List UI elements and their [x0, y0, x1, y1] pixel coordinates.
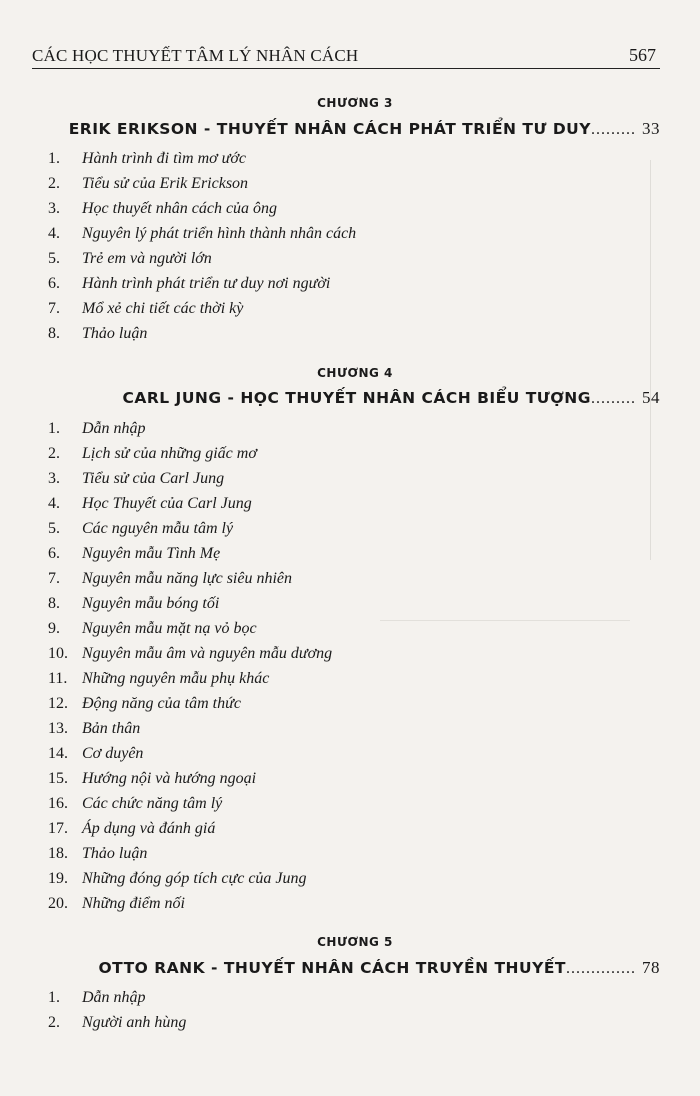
toc-item-title: Tiểu sử của Carl Jung — [82, 470, 225, 487]
toc-item-number: 2. — [48, 445, 60, 462]
leader-dots: ......... — [591, 121, 636, 138]
toc-item-title: Dẫn nhập — [82, 420, 146, 437]
toc-item — [48, 520, 233, 544]
toc-item-number: 3. — [48, 200, 60, 217]
chapter-page: 54 — [642, 388, 660, 407]
toc-item-number: 1. — [48, 989, 60, 1006]
page-number: 567 — [629, 45, 656, 65]
toc-item-title: Nguyên mẫu năng lực siêu nhiên — [82, 570, 293, 587]
leader-dots: .............. — [566, 960, 636, 977]
chapter-label: CHƯƠNG 3 — [317, 96, 393, 110]
bleed-through — [380, 620, 630, 771]
chapter-title-text: ERIK ERIKSON - THUYẾT NHÂN CÁCH PHÁT TRIỂN TƯ DUY — [68, 120, 591, 138]
toc-item — [48, 150, 246, 174]
toc-item — [48, 445, 257, 469]
toc-item — [48, 325, 147, 349]
toc-item — [48, 200, 277, 224]
toc-item-title: Mổ xẻ chi tiết các thời kỳ — [82, 300, 244, 317]
running-header — [32, 44, 660, 69]
toc-item-number: 6. — [48, 545, 60, 562]
toc-item-title: Học Thuyết của Carl Jung — [82, 495, 252, 512]
toc-item-number: 14. — [48, 745, 68, 762]
chapter-label: CHƯƠNG 4 — [317, 366, 393, 380]
toc-item — [48, 175, 248, 199]
toc-item — [48, 1014, 186, 1038]
chapter-page: 33 — [642, 119, 660, 138]
bleed-through — [590, 160, 651, 560]
toc-item-number: 9. — [48, 620, 60, 637]
chapter-title — [122, 388, 660, 412]
toc-item-number: 10. — [48, 645, 68, 662]
toc-item-number: 1. — [48, 420, 60, 437]
toc-item — [48, 300, 243, 324]
toc-item — [48, 695, 241, 719]
toc-item-title: Thảo luận — [82, 845, 148, 862]
toc-item-title: Các nguyên mẫu tâm lý — [82, 520, 234, 537]
toc-item-number: 18. — [48, 845, 68, 862]
toc-item — [48, 870, 307, 894]
toc-item-number: 7. — [48, 570, 60, 587]
toc-item-number: 17. — [48, 820, 68, 837]
toc-item-number: 5. — [48, 520, 60, 537]
toc-item-title: Nguyên mẫu Tình Mẹ — [82, 545, 221, 562]
toc-item — [48, 670, 269, 694]
toc-item-number: 16. — [48, 795, 68, 812]
chapter-page: 78 — [642, 958, 660, 977]
toc-item-number: 1. — [48, 150, 60, 167]
leader-dots: ......... — [591, 390, 636, 407]
toc-item-title: Người anh hùng — [82, 1014, 187, 1031]
toc-item — [48, 420, 146, 444]
toc-item-title: Những đóng góp tích cực của Jung — [82, 870, 307, 887]
toc-item — [48, 495, 252, 519]
toc-item-title: Nguyên lý phát triển hình thành nhân cách — [82, 225, 357, 242]
toc-item-number: 3. — [48, 470, 60, 487]
toc-item-title: Nguyên mẫu âm và nguyên mẫu dương — [82, 645, 333, 662]
toc-item-title: Trẻ em và người lớn — [82, 250, 212, 267]
toc-item-title: Học thuyết nhân cách của ông — [82, 200, 278, 217]
toc-item-number: 2. — [48, 175, 60, 192]
toc-item-number: 19. — [48, 870, 68, 887]
toc-item-title: Động năng của tâm thức — [82, 695, 241, 712]
toc-item-number: 20. — [48, 895, 68, 912]
toc-item-title: Lịch sử của những giấc mơ — [82, 445, 257, 462]
toc-item-title: Các chức năng tâm lý — [82, 795, 223, 812]
toc-item — [48, 845, 147, 869]
toc-item — [48, 250, 212, 274]
toc-item — [48, 545, 220, 569]
toc-item — [48, 470, 224, 494]
toc-item — [48, 645, 332, 669]
toc-item-number: 12. — [48, 695, 68, 712]
toc-item — [48, 570, 292, 594]
toc-item — [48, 225, 356, 249]
toc-item-title: Những điểm nối — [82, 895, 185, 912]
toc-item — [48, 770, 256, 794]
toc-item-number: 4. — [48, 495, 60, 512]
toc-item-number: 2. — [48, 1014, 60, 1031]
toc-item-number: 11. — [48, 670, 68, 687]
toc-item — [48, 720, 140, 744]
toc-item-number: 4. — [48, 225, 60, 242]
toc-item-title: Áp dụng và đánh giá — [82, 820, 216, 837]
toc-item-title: Dẫn nhập — [82, 989, 146, 1006]
toc-item-number: 7. — [48, 300, 60, 317]
toc-item — [48, 820, 215, 844]
toc-item — [48, 595, 219, 619]
chapter-title — [69, 119, 660, 143]
toc-item-title: Nguyên mẫu bóng tối — [82, 595, 220, 612]
toc-item — [48, 895, 185, 919]
toc-item-number: 8. — [48, 595, 60, 612]
toc-item-number: 15. — [48, 770, 68, 787]
toc-item-number: 8. — [48, 325, 60, 342]
toc-item — [48, 275, 330, 299]
toc-item-title: Hướng nội và hướng ngoại — [82, 770, 257, 787]
toc-item-number: 13. — [48, 720, 68, 737]
toc-item-title: Nguyên mẫu mặt nạ vỏ bọc — [82, 620, 257, 637]
header-title: CÁC HỌC THUYẾT TÂM LÝ NHÂN CÁCH — [32, 46, 359, 65]
toc-item-number: 5. — [48, 250, 60, 267]
toc-item-title: Cơ duyên — [82, 745, 144, 762]
toc-item — [48, 745, 143, 769]
toc-item-title: Hành trình phát triển tư duy nơi người — [82, 275, 331, 292]
toc-item-title: Thảo luận — [82, 325, 148, 342]
toc-item-number: 6. — [48, 275, 60, 292]
toc-item-title: Những nguyên mẫu phụ khác — [82, 670, 270, 687]
toc-item-title: Bản thân — [82, 720, 141, 737]
toc-item — [48, 989, 146, 1013]
toc-item-title: Hành trình đi tìm mơ ước — [82, 150, 247, 167]
toc-item-title: Tiểu sử của Erik Erickson — [82, 175, 249, 192]
chapter-label: CHƯƠNG 5 — [317, 935, 393, 949]
toc-item — [48, 795, 222, 819]
chapter-title — [98, 958, 660, 982]
chapter-title-text: OTTO RANK - THUYẾT NHÂN CÁCH TRUYỀN THUYẾT — [98, 959, 566, 977]
toc-item — [48, 620, 257, 644]
chapter-title-text: CARL JUNG - HỌC THUYẾT NHÂN CÁCH BIỂU TƯỢNG — [122, 389, 591, 407]
